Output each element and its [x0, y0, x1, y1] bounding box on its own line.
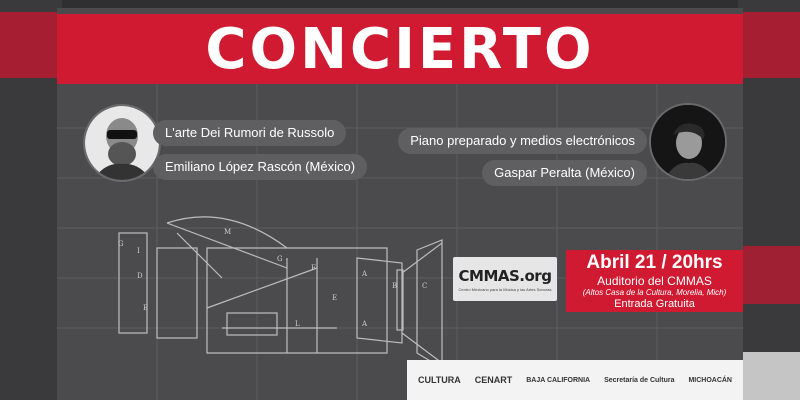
svg-text:A: A — [362, 320, 368, 328]
svg-text:E: E — [332, 294, 338, 302]
blurred-banner-right — [738, 12, 800, 78]
logo-subtitle: Centro Mexicano para la Música y las Artes Sonoras — [458, 286, 552, 292]
performer-photo-left — [83, 104, 161, 182]
event-venue: Auditorio del CMMAS — [597, 274, 712, 288]
sponsor-logo: BAJA CALIFORNIA — [526, 376, 591, 384]
svg-text:L: L — [295, 320, 300, 328]
sponsor-logo: MICHOACÁN — [688, 376, 732, 384]
right-performer-name: Gaspar Peralta (México) — [482, 160, 647, 186]
svg-text:M: M — [224, 228, 232, 236]
svg-text:I: I — [137, 247, 140, 255]
cmmas-logo — [453, 257, 557, 301]
sponsor-logo: CENART — [474, 375, 513, 385]
sponsor-logo: CULTURA — [417, 375, 461, 385]
event-address: (Altos Casa de la Cultura, Morelia, Mich) — [582, 288, 727, 297]
blurred-event-box-right — [738, 246, 800, 304]
left-performer-name: Emiliano López Rascón (México) — [153, 154, 367, 180]
sponsor-logo: Secretaría de Cultura — [604, 376, 675, 384]
concert-title: CONCIERTO — [205, 16, 595, 82]
right-performer-piece: Piano preparado y medios electrónicos — [398, 128, 647, 154]
svg-text:B: B — [392, 282, 398, 290]
event-entry: Entrada Gratuita — [614, 298, 695, 310]
svg-text:C: C — [422, 282, 428, 290]
event-date: Abril 21 / 20hrs — [586, 252, 723, 273]
svg-text:F: F — [311, 264, 316, 272]
concert-poster — [57, 8, 743, 400]
performer-photo-right — [649, 103, 727, 181]
svg-text:D: D — [137, 272, 143, 280]
left-performer-piece: L'arte Dei Rumori de Russolo — [153, 120, 346, 146]
sponsor-footer — [407, 360, 743, 400]
svg-text:A: A — [362, 270, 368, 278]
blurred-footer-right — [738, 352, 800, 400]
svg-text:G: G — [277, 255, 283, 263]
logo-text: CMMAS.org — [458, 266, 552, 285]
svg-text:E: E — [143, 304, 149, 312]
svg-text:G: G — [118, 240, 124, 248]
event-info-box — [566, 250, 743, 312]
title-banner — [57, 14, 743, 84]
blurred-banner-left — [0, 12, 62, 78]
